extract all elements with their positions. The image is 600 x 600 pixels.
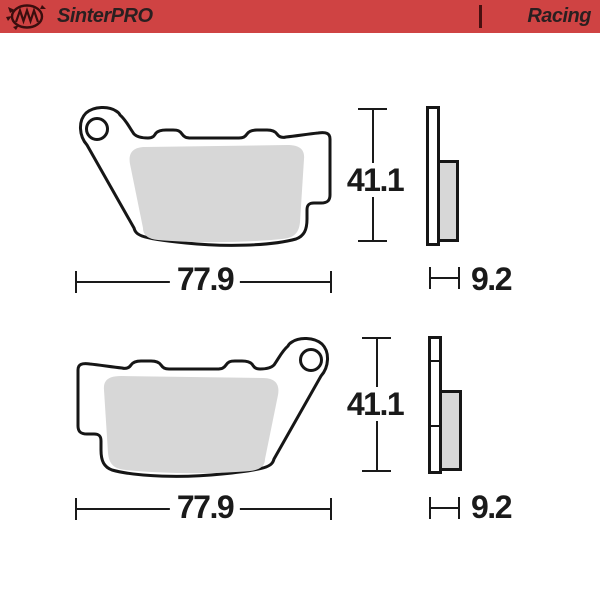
category-label: Racing [527,5,591,27]
brake-pad-top-front-view [68,103,340,249]
dim-cap [330,271,332,293]
moto-master-logo-icon [6,2,48,31]
brand-banner [0,0,600,33]
friction-material [130,145,305,242]
thickness-value: 9.2 [464,262,518,296]
dim-cap [330,498,332,520]
height-value: 41.1 [340,387,410,421]
mounting-hole [87,119,108,140]
dim-cap [458,267,460,289]
dim-cap [362,470,391,472]
side-friction-block [437,160,459,242]
height-value: 41.1 [340,163,410,197]
banner-divider [479,5,482,28]
dim-cap [458,497,460,519]
side-plate-tab-line [431,360,440,362]
side-friction-block [439,390,462,471]
dim-cap [358,240,387,242]
product-line-label: SinterPRO [57,5,153,27]
dim-line [430,277,459,279]
thickness-value: 9.2 [464,490,518,524]
brake-pad-bottom-front-view [68,334,340,480]
dim-line [430,507,459,509]
width-value: 77.9 [170,262,240,296]
width-value: 77.9 [170,490,240,524]
